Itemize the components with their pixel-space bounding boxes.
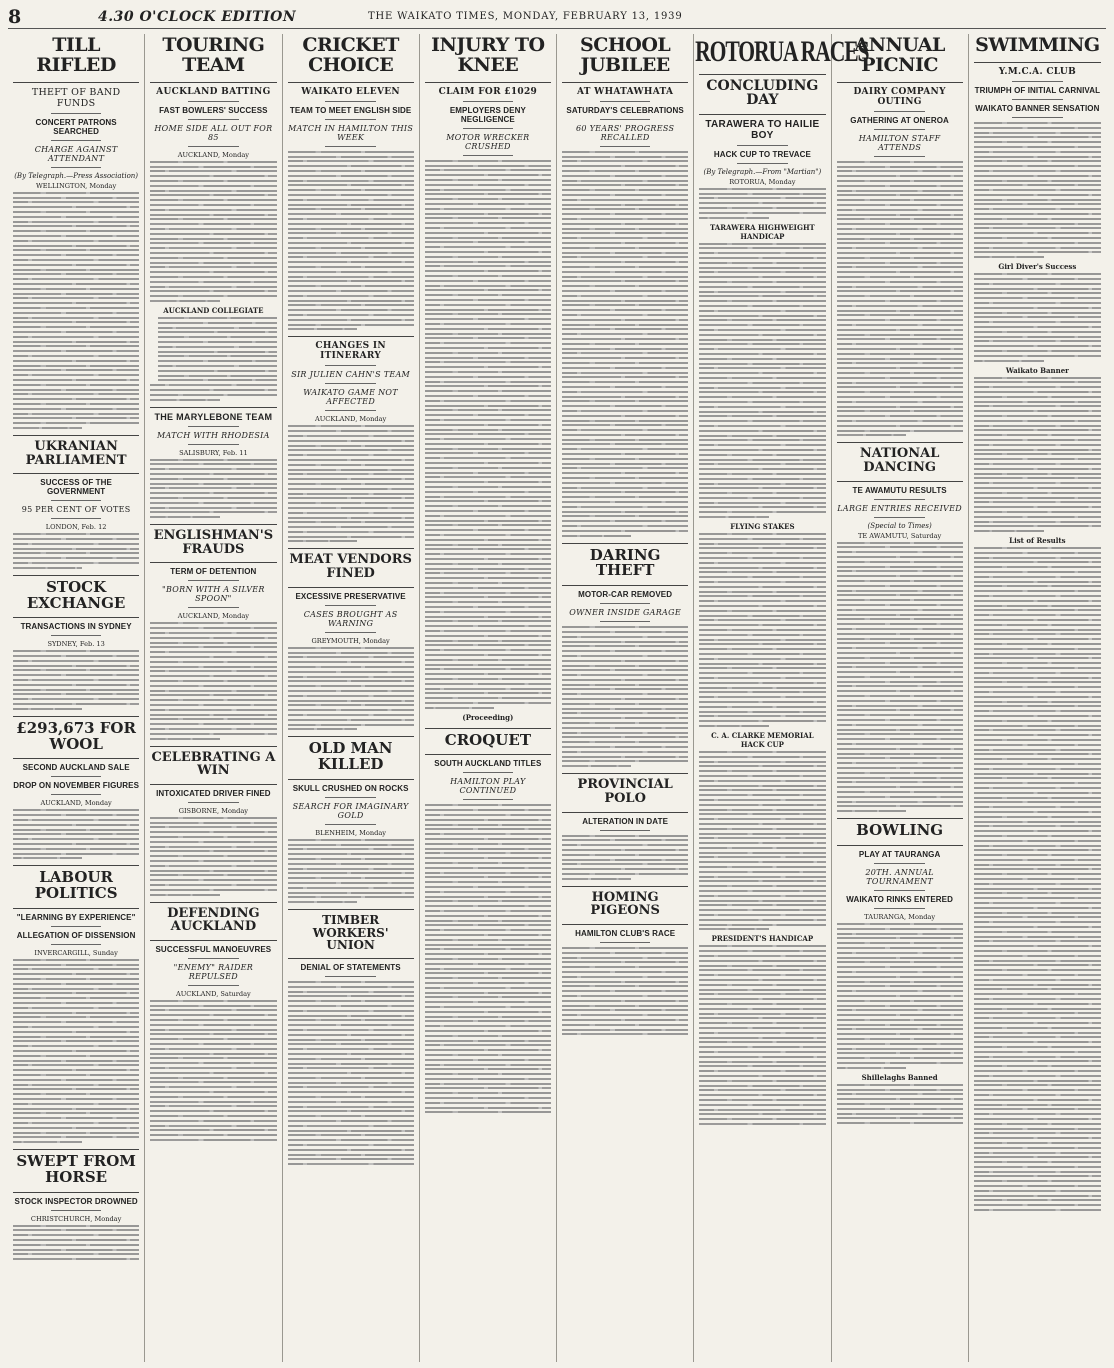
subhead: DROP ON NOVEMBER FIGURES xyxy=(13,781,140,791)
subhead: HAMILTON PLAY CONTINUED xyxy=(450,777,526,796)
subhead: WAIKATO RINKS ENTERED xyxy=(846,894,953,904)
subhead: SATURDAY'S CELEBRATIONS xyxy=(566,105,684,115)
subhead: TE AWAMUTU RESULTS xyxy=(852,485,947,495)
headline-swimming: SWIMMING xyxy=(975,34,1100,56)
headline-annual-picnic: ANNUAL PICNIC xyxy=(854,34,945,76)
subhead: "ENEMY" RAIDER REPULSED xyxy=(173,962,254,981)
headline-celebrating-a-win: CELEBRATING A WIN xyxy=(151,749,276,779)
article-body xyxy=(837,1084,963,1124)
dateline: AUCKLAND, Monday xyxy=(177,150,250,159)
subhead: FAST BOWLERS' SUCCESS xyxy=(159,105,268,115)
table-title: AUCKLAND COLLEGIATE xyxy=(163,305,264,315)
column-8 xyxy=(969,34,1106,1362)
byline: (Special to Times) xyxy=(867,521,932,530)
subhead: EMPLOYERS DENY NEGLIGENCE xyxy=(449,105,526,124)
dateline: LONDON, Feb. 12 xyxy=(45,523,107,532)
subhead: SUCCESSFUL MANOEUVRES xyxy=(155,944,272,954)
subhead: HAMILTON CLUB'S RACE xyxy=(575,928,676,938)
column-2 xyxy=(145,34,282,1362)
dateline: AUCKLAND, Monday xyxy=(177,612,250,621)
subhead: TERM OF DETENTION xyxy=(170,567,257,577)
subhead: HOME SIDE ALL OUT FOR 85 xyxy=(154,123,273,142)
article-body xyxy=(837,923,963,1069)
subhead: AUCKLAND BATTING xyxy=(156,86,271,97)
subhead: DAIRY COMPANY OUTING xyxy=(853,86,946,107)
article-body xyxy=(837,542,963,813)
dateline: WELLINGTON, Monday xyxy=(36,181,117,190)
race-results xyxy=(699,751,825,930)
headline-labour-politics: LABOUR POLITICS xyxy=(34,868,118,903)
article-body xyxy=(562,947,688,1035)
subhead: TEAM TO MEET ENGLISH SIDE xyxy=(289,105,412,115)
subhead: Y.M.C.A. CLUB xyxy=(998,66,1076,77)
article-body xyxy=(974,273,1101,361)
headline-ukranian-parliament: UKRANIAN PARLIAMENT xyxy=(25,438,127,468)
column-4 xyxy=(420,34,557,1362)
subhead: WAIKATO BANNER SENSATION xyxy=(975,103,1100,113)
subhead: DENIAL OF STATEMENTS xyxy=(300,962,401,972)
subhead: "BORN WITH A SILVER SPOON" xyxy=(162,585,265,604)
race-title: PRESIDENT'S HANDICAP xyxy=(711,934,814,944)
subhead: 95 PER CENT OF VOTES xyxy=(21,505,131,515)
article-body xyxy=(562,835,688,880)
headline-cricket-choice: CRICKET CHOICE xyxy=(302,34,399,76)
page-number: 8 xyxy=(8,6,22,28)
column-3 xyxy=(283,34,420,1362)
race-title: TARAWERA HIGHWEIGHT HANDICAP xyxy=(709,222,815,241)
subhead: EXCESSIVE PRESERVATIVE xyxy=(295,591,406,601)
proceeding-note: (Proceeding) xyxy=(462,712,514,722)
headline-croquet: CROQUET xyxy=(444,730,531,749)
headline-swept-from-horse: SWEPT FROM HORSE xyxy=(16,1152,136,1186)
headline-rotorua-races: ROTORUA RACES xyxy=(695,35,869,68)
subhead: TRANSACTIONS IN SYDNEY xyxy=(20,622,132,632)
subhead: AT WHATAWHATA xyxy=(576,86,674,97)
article-body xyxy=(150,817,276,896)
article-body xyxy=(562,151,688,537)
subhead: LARGE ENTRIES RECEIVED xyxy=(837,503,962,513)
subhead: ALLEGATION OF DISSENSION xyxy=(16,930,136,940)
columns xyxy=(8,34,1106,1362)
headline-school-jubilee: SCHOOL JUBILEE xyxy=(579,34,671,76)
byline: (By Telegraph.—From "Martian") xyxy=(703,167,822,176)
dateline: GREYMOUTH, Monday xyxy=(311,636,390,645)
race-results xyxy=(699,243,825,518)
subhead: SEARCH FOR IMAGINARY GOLD xyxy=(292,801,409,820)
headline-meat-vendors: MEAT VENDORS FINED xyxy=(289,552,412,582)
dateline: SALISBURY, Feb. 11 xyxy=(179,448,248,457)
subhead: STOCK INSPECTOR DROWNED xyxy=(14,1196,138,1206)
article-body xyxy=(699,188,825,219)
race-results xyxy=(699,533,825,727)
dateline: BLENHEIM, Monday xyxy=(315,828,386,837)
subhead: CLAIM FOR £1029 xyxy=(438,86,538,97)
headline-daring-theft: DARING THEFT xyxy=(589,545,661,580)
dateline: ROTORUA, Monday xyxy=(729,177,796,186)
race-title: C. A. CLARKE MEMORIAL HACK CUP xyxy=(711,730,814,749)
results-list xyxy=(974,547,1101,1211)
article-body xyxy=(13,192,139,429)
scorecard xyxy=(150,317,276,401)
article-body xyxy=(974,122,1101,258)
article-body xyxy=(288,647,414,731)
subhead: INTOXICATED DRIVER FINED xyxy=(156,788,271,798)
subhead: SKULL CRUSHED ON ROCKS xyxy=(292,783,409,793)
article-body xyxy=(13,650,139,710)
article-body xyxy=(562,626,688,767)
column-6 xyxy=(694,34,869,1362)
subhead: MATCH IN HAMILTON THIS WEEK xyxy=(288,123,414,142)
subhead: TARAWERA TO HAILIE BOY xyxy=(705,118,820,141)
dateline: AUCKLAND, Saturday xyxy=(175,989,251,998)
subhead: HAMILTON STAFF ATTENDS xyxy=(858,133,941,152)
headline-bowling: BOWLING xyxy=(856,821,944,840)
subhead: MOTOR-CAR REMOVED xyxy=(578,590,673,600)
article-body xyxy=(288,981,414,1165)
headline-till-rifled: TILL RIFLED xyxy=(36,34,116,76)
article-body xyxy=(288,151,414,330)
subhead: CHARGE AGAINST ATTENDANT xyxy=(34,144,118,163)
race-results xyxy=(699,945,825,1124)
article-body xyxy=(150,161,276,302)
headline-marylebone: THE MARYLEBONE TEAM xyxy=(154,411,273,422)
article-body xyxy=(13,533,139,569)
article-body xyxy=(974,377,1101,533)
subhead: ALTERATION IN DATE xyxy=(582,816,669,826)
section-title: Waikato Banner xyxy=(1005,365,1069,375)
headline-old-man-killed: OLD MAN KILLED xyxy=(308,739,393,774)
dateline: INVERCARGILL, Sunday xyxy=(34,948,118,957)
section-title: List of Results xyxy=(1009,536,1066,546)
dateline: GISBORNE, Monday xyxy=(178,806,249,815)
dateline: TAURANGA, Monday xyxy=(864,912,936,921)
dateline: TE AWAMUTU, Saturday xyxy=(858,531,942,540)
race-title: FLYING STAKES xyxy=(730,522,795,532)
article-body xyxy=(150,1000,276,1141)
article-body xyxy=(837,161,963,436)
headline-englishmans-frauds: ENGLISHMAN'S FRAUDS xyxy=(153,528,274,557)
article-body xyxy=(288,839,414,903)
subhead: "LEARNING BY EXPERIENCE" xyxy=(16,912,136,922)
column-1 xyxy=(8,34,145,1362)
article-body xyxy=(13,1225,139,1261)
headline-touring-team: TOURING TEAM xyxy=(162,34,265,76)
article-body xyxy=(425,160,551,709)
subhead: SECOND AUCKLAND SALE xyxy=(22,763,130,773)
section-title: Shillelaghs Banned xyxy=(861,1072,938,1082)
subhead: THEFT OF BAND FUNDS xyxy=(31,86,121,109)
headline-timber-workers: TIMBER WORKERS' UNION xyxy=(312,913,389,953)
paper-running-title: THE WAIKATO TIMES, MONDAY, FEBRUARY 13, 1939 xyxy=(368,11,683,22)
subhead-concluding-day: CONCLUDING DAY xyxy=(706,77,819,109)
subhead: TRIUMPH OF INITIAL CARNIVAL xyxy=(974,85,1101,95)
dateline: CHRISTCHURCH, Monday xyxy=(30,1214,122,1223)
headline-injury-to-knee: INJURY TO KNEE xyxy=(431,34,545,76)
byline: (By Telegraph.—Press Association) xyxy=(14,171,139,180)
subhead: SOUTH AUCKLAND TITLES xyxy=(434,759,542,769)
dateline: AUCKLAND, Monday xyxy=(314,415,387,424)
subhead: HACK CUP TO TREVACE xyxy=(713,149,811,159)
article-body xyxy=(425,804,551,1113)
subhead: WAIKATO ELEVEN xyxy=(301,86,400,97)
subhead: OWNER INSIDE GARAGE xyxy=(569,608,681,618)
section-title: Girl Diver's Success xyxy=(998,262,1077,272)
headline-wool: £293,673 FOR WOOL xyxy=(16,718,136,753)
article-body xyxy=(150,459,276,519)
subhead: GATHERING AT ONEROA xyxy=(850,115,949,125)
dateline: SYDNEY, Feb. 13 xyxy=(47,640,105,649)
subhead: PLAY AT TAURANGA xyxy=(858,849,941,859)
article-body xyxy=(150,622,276,739)
subhead: SIR JULIEN CAHN'S TEAM xyxy=(291,370,411,380)
headline-stock-exchange: STOCK EXCHANGE xyxy=(26,577,126,612)
column-7 xyxy=(832,34,969,1362)
column-5 xyxy=(557,34,694,1362)
subhead: 60 YEARS' PROGRESS RECALLED xyxy=(575,123,675,142)
headline-defending-auckland: DEFENDING AUCKLAND xyxy=(167,905,260,935)
article-body xyxy=(13,809,139,859)
masthead xyxy=(8,6,1106,29)
headline-provincial-polo: PROVINCIAL POLO xyxy=(577,777,673,806)
article-body xyxy=(13,959,139,1143)
subhead: SUCCESS OF THE GOVERNMENT xyxy=(40,478,112,497)
subhead: MATCH WITH RHODESIA xyxy=(157,430,270,440)
headline-changes-itinerary: CHANGES IN ITINERARY xyxy=(315,341,386,362)
edition-title: 4.30 O'CLOCK EDITION xyxy=(98,9,297,25)
subhead: 20TH. ANNUAL TOURNAMENT xyxy=(865,867,934,886)
headline-homing-pigeons: HOMING PIGEONS xyxy=(590,889,660,919)
subhead: MOTOR WRECKER CRUSHED xyxy=(446,132,530,151)
dateline: AUCKLAND, Monday xyxy=(40,799,112,808)
article-body xyxy=(288,425,414,542)
subhead: CONCERT PATRONS SEARCHED xyxy=(35,117,117,136)
headline-national-dancing: NATIONAL DANCING xyxy=(859,446,940,475)
subhead: WAIKATO GAME NOT AFFECTED xyxy=(303,388,398,407)
subhead: CASES BROUGHT AS WARNING xyxy=(303,609,398,628)
